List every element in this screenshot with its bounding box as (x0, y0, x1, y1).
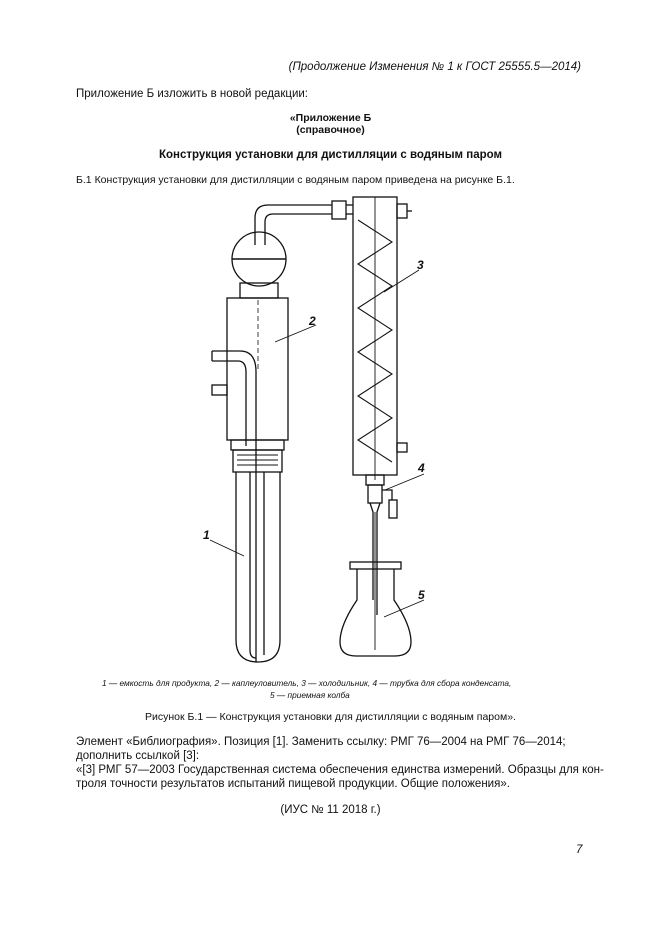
ius-reference: (ИУС № 11 2018 г.) (280, 804, 381, 816)
condensate-stopcock (368, 485, 382, 503)
callout-4: 4 (418, 461, 425, 475)
pipe-connector (332, 201, 346, 219)
continuation-header: (Продолжение Изменения № 1 к ГОСТ 25555.5—2014) (288, 61, 581, 73)
paragraph-b1: Б.1 Конструкция установки для дистилляции с водяным паром приведена на рисунке Б.1. (76, 174, 515, 186)
figure-legend-line2: 5 — приемная колба (270, 690, 350, 700)
callout-3: 3 (417, 258, 424, 272)
callout-2: 2 (309, 314, 316, 328)
appendix-subtitle: (справочное) (296, 124, 365, 136)
bibliography-line4: троля точности результатов испытаний пищевой продукции. Общие положения». (76, 778, 510, 790)
intro-text: Приложение Б изложить в новой редакции: (76, 88, 308, 100)
appendix-title: «Приложение Б (289, 112, 372, 124)
product-vessel (236, 472, 280, 662)
flask-rim (350, 562, 401, 569)
callout-5: 5 (418, 588, 425, 602)
section-title: Конструкция установки для дистилляции с водяным паром (159, 149, 502, 161)
figure-legend-line1: 1 — емкость для продукта, 2 — каплеуловитель, 3 — холодильник, 4 — трубка для сбора конденсата, (102, 678, 512, 688)
bibliography-line2: дополнить ссылкой [3]: (76, 750, 200, 762)
bibliography-line3: «[3] РМГ 57—2003 Государственная система обеспечения единства измерений. Образцы для кон- (76, 764, 604, 776)
figure-caption: Рисунок Б.1 — Конструкция установки для дистилляции с водяным паром». (145, 711, 516, 723)
receiving-flask (340, 569, 411, 656)
ground-joint (233, 450, 282, 472)
page-number: 7 (576, 844, 583, 856)
bibliography-line1: Элемент «Библиография». Позиция [1]. Заменить ссылку: РМГ 76—2004 на РМГ 76—2014; (76, 736, 566, 748)
distillation-apparatus-diagram (0, 190, 661, 670)
steam-pipe (255, 205, 332, 245)
callout-1: 1 (203, 528, 210, 542)
droplet-catcher-body (227, 298, 288, 440)
